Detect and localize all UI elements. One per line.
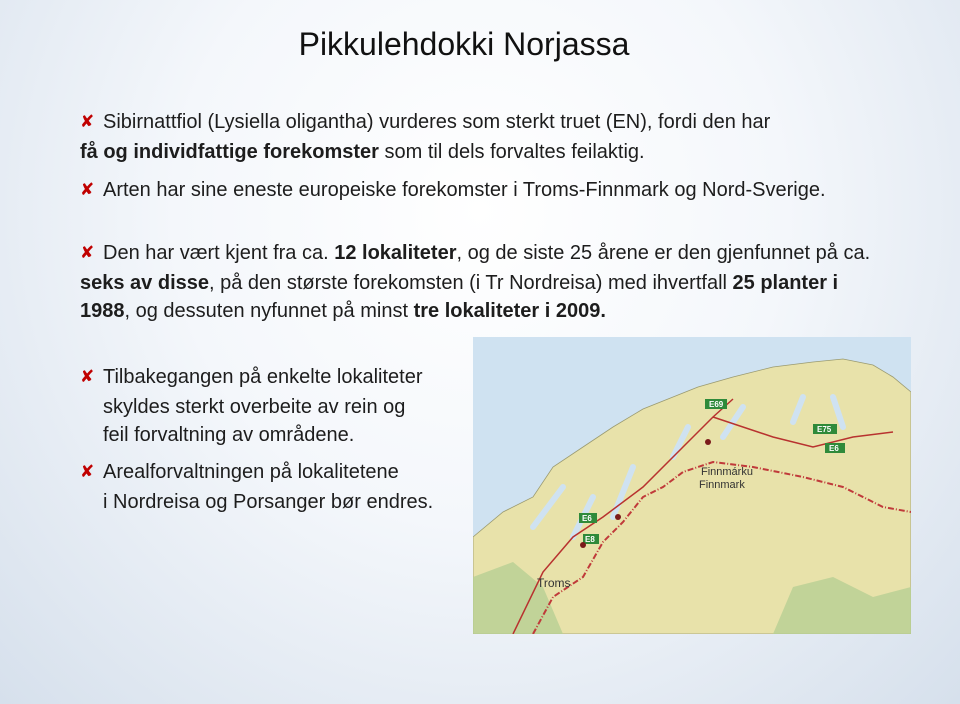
bullet-3-bold-3: 25 planter i 1988 — [80, 271, 839, 322]
map-label-finnmarku: Finnmárku — [701, 466, 753, 478]
bullet-item-4 — [80, 363, 480, 450]
bullet-5-line-2: i Nordreisa og Porsanger bør endres. — [103, 490, 434, 513]
road-sign-e69 — [705, 399, 727, 409]
bullet-3-text-2: , og de siste 25 årene er den gjenfunnet på ca. — [456, 242, 871, 264]
bullet-3-bold-2: seks av disse — [80, 271, 209, 294]
x-mark-icon: ✘ — [80, 243, 95, 262]
road-sign-e6-east — [825, 443, 845, 453]
x-mark-icon: ✘ — [80, 112, 95, 131]
bullet-4-line-2: skyldes sterkt overbeite av rein og — [103, 395, 406, 418]
bullet-item-3 — [80, 239, 880, 326]
bullet-5-line-1: Arealforvaltningen på lokalitetene — [103, 461, 399, 483]
bullet-4-line-1: Tilbakegangen på enkelte lokaliteter — [103, 366, 423, 388]
bullet-3-text-3: , på den største forekomsten (i Tr Nordreisa) med ihvertfall — [209, 271, 733, 294]
bullet-3-bold-4: tre lokaliteter i 2009. — [413, 300, 606, 322]
road-label-e75: E75 — [817, 425, 832, 434]
bullet-1-text: Sibirnattfiol (Lysiella oligantha) vurderes som sterkt truet (EN), fordi den har — [103, 111, 771, 133]
bullet-item-5 — [80, 458, 480, 516]
road-sign-e75 — [813, 424, 837, 434]
map-image — [473, 337, 911, 634]
road-sign-e6-west — [579, 513, 597, 523]
x-mark-icon: ✘ — [80, 462, 95, 481]
bullet-item-1 — [80, 108, 860, 166]
bullet-1-rest-text: som til dels forvaltes feilaktig. — [378, 140, 645, 163]
x-mark-icon: ✘ — [80, 367, 95, 386]
road-label-e6-west: E6 — [582, 514, 592, 523]
map-svg — [473, 337, 911, 634]
road-label-e6-east: E6 — [829, 444, 839, 453]
bullet-1-bold-text: få og individfattige forekomster — [80, 140, 379, 163]
road-sign-e8 — [583, 534, 599, 544]
bullet-4-line-3: feil forvaltning av områdene. — [103, 424, 355, 446]
bullet-3-bold-1: 12 lokaliteter — [334, 242, 457, 264]
bullet-2-text: Arten har sine eneste europeiske forekomster i Troms-Finnmark og Nord-Sverige. — [103, 179, 826, 201]
road-label-e69: E69 — [709, 400, 724, 409]
page-title: Pikkulehdokki Norjassa — [298, 26, 630, 62]
road-label-e8: E8 — [585, 535, 595, 544]
bullet-3-text-1: Den har vært kjent fra ca. — [103, 242, 335, 264]
bullet-item-2 — [80, 176, 860, 206]
map-label-troms: Troms — [537, 576, 571, 590]
map-label-finnmark: Finnmark — [699, 479, 745, 491]
bullet-3-text-4: , og dessuten nyfunnet på minst — [124, 300, 414, 322]
x-mark-icon: ✘ — [80, 180, 95, 199]
